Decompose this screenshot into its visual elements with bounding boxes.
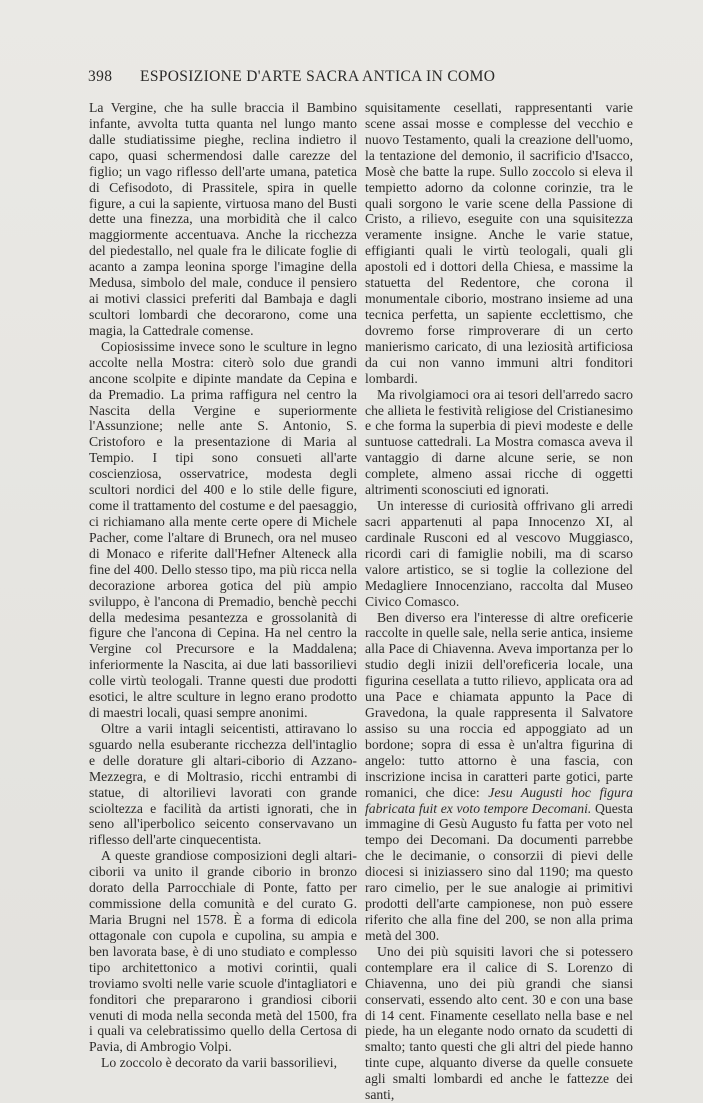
running-title: ESPOSIZIONE D'ARTE SACRA ANTICA IN COMO bbox=[140, 68, 496, 85]
paragraph: Lo zoccolo è decorato da varii bassorilievi, bbox=[101, 1055, 338, 1071]
paragraph: La Vergine, che ha sulle braccia il Bambino infante, avvolta tutta quanta nel lungo manto dalle studiatissime pieghe, reclina indietro il capo, quasi schermendosi dalle carezze del figlio; un vago riflesso dell'arte umana, patetica di Cefisodoto, di Prassitele, spira in quelle figure, a cui la sapiente, virtuosa mano del Busti dette una finezza, una morbidità che il calco maggiormente accentuava. Anche la ricchezza del piedestallo, nel quale fra le dilicate foglie di acanto a zampa leonina sporge l'imagine della Medusa, simbolo del male, conduce il pensiero ai motivi classici preferiti dal Bambaja e dagli scultori lombardi che decorarono, come una magia, la Cattedrale comense. bbox=[89, 100, 357, 338]
paragraph: Oltre a varii intagli seicentisti, attiravano lo sguardo nella esuberante ricchezza dell'intaglio e delle dorature gli altari-ciborio di Azzano-Mezzegra, e di Moltrasio, ricchi entrambi di statue, di altorilievi lavorati con grande scioltezza e facilità da artisti ignorati, che in seno all'iperbolico seicento conservavano un riflesso dell'arte cinquecentista. bbox=[89, 720, 357, 848]
page-header bbox=[88, 68, 538, 88]
paragraph: Uno dei più squisiti lavori che si potessero contemplare era il calice di S. Lorenzo di Chiavenna, uno dei più grandi che siansi conservati, essendo alto cent. 30 e con una base di 14 cent. Finamente cesellato nella base e nel piede, ha un elegante nodo ornato da scudetti di smalto; tanto questi che gli altri del piede hanno tinte cupe, alquanto diverse da quelle consuete agli smalti lombardi ed anche le fattezze dei santi, bbox=[365, 943, 633, 1103]
paragraph: Un interesse di curiosità offrivano gli arredi sacri appartenuti al papa Innocenzo XI, al cardinale Rusconi ed al vescovo Muggiasco, ricordi cari di famiglie nobili, ma di scarso valore artistico, se si toglie la collezione del Medagliere Innocenziano, raccolta dal Museo Civico Comasco. bbox=[365, 498, 633, 609]
paragraph bbox=[365, 610, 633, 944]
left-column bbox=[89, 100, 357, 1071]
page-number: 398 bbox=[88, 68, 113, 85]
paragraph: squisitamente cesellati, rappresentanti varie scene assai mosse e complesse del vecchio e nuovo Testamento, quali la creazione dell'uomo, la tentazione del demonio, il sacrificio d'Isacco, Mosè che batte la rupe. Sullo zoccolo si eleva il tempietto adorno da colonne corinzie, tra le quali sorgono le varie scene della Passione di Cristo, a rilievo, eseguite con una squisitezza veramente insigne. Anche le varie statue, effigianti quali le virtù teologali, quali gli apostoli ed i dottori della Chiesa, e massime la statuetta del Redentore, che corona il monumentale ciborio, mostrano insieme ad una tecnica perfetta, un sapiente ecclettismo, che dovremo forse rimproverare di un certo manierismo caricato, di una leziosità artificiosa da cui non vanno immuni altri fonditori lombardi. bbox=[365, 100, 633, 386]
paragraph: Copiosissime invece sono le sculture in legno accolte nella Mostra: citerò solo due grandi ancone scolpite e dipinte mandate da Cepina e da Premadio. La prima raffigura nel centro la Nascita della Vergine e superiormente l'Assunzione; nelle ante S. Antonio, S. Cristoforo e la presentazione di Maria al Tempio. I tipi sono consueti all'arte coscienziosa, osservatrice, modesta degli scultori nordici del 400 e lo stile delle figure, come il trattamento del costume e del paesaggio, ci richiamano alla mente certe opere di Michele Pacher, come l'altare di Brunech, ora nel museo di Monaco e riferite dall'Hefner Alteneck alla fine del 400. Dello stesso tipo, ma più ricca nella decorazione arborea gotica del più ampio sviluppo, è l'ancona di Premadio, benchè pecchi della medesima pesantezza e grossolanità di figure che l'ancona di Cepina. Ha nel centro la Vergine col Precursore e la Maddalena; inferiormente la Nascita, ai due lati bassorilievi colle virtù teologali. Tranne questi due prodotti esotici, le altre sculture in legno erano prodotto di maestri locali, quasi sempre anonimi. bbox=[89, 338, 357, 721]
paragraph: Ma rivolgiamoci ora ai tesori dell'arredo sacro che allieta le festività religiose del Cristianesimo e che forma la superbia di pievi modeste e delle suntuose cattedrali. La Mostra comasca aveva il vantaggio di darne alcune serie, se non complete, almeno assai ricche di oggetti altrimenti sconosciuti ed ignorati. bbox=[365, 386, 633, 498]
paragraph-text: Ben diverso era l'interesse di altre oreficerie raccolte in quelle sale, nella serie antica, insieme alla Pace di Chiavenna. Aveva importanza per lo studio degli inizii dell'oreficeria locale, una figurina cesellata a tutto rilievo, applicata ora ad una Pace e chiamata appunto la Pace di Gravedona, la quale rappresenta il Salvatore assiso su una roccia ed appoggiato ad un bordone; sopra di essa è un'altra figurina di angelo: tutto attorno è una fascia, con inscrizione incisa in caratteri parte gotici, parte romanici, che dice: bbox=[365, 609, 633, 800]
paragraph: A queste grandiose composizioni degli altari-ciborii va unito il grande ciborio in bronzo dorato della Parrocchiale di Ponte, fatto per commissione della comunità e del curato G. Maria Brugni nel 1578. È a forma di edicola ottagonale con cupola e cupolina, su ampia e ben lavorata base, è di uno studiato e complesso tipo architettonico a motivi corintii, quali troviamo svolti nelle varie scuole d'intagliatori e fonditori che prepararono i grandiosi ciborii venuti di moda nella seconda metà del 1500, fra i quali va celebratissimo quello della Certosa di Pavia, di Ambrogio Volpi. bbox=[89, 848, 357, 1055]
paragraph-text: Questa immagine di Gesù Augusto fu fatta per voto nel tempo dei Decomani. Da documenti parrebbe che le decimanie, o consorzii di pievi delle diocesi si iniziassero sino dal 1190; ma questo raro cimelio, per le sue analogie ai primitivi prodotti dell'arte campionese, non può essere riferito che alla fine del 200, se non alla prima metà del 300. bbox=[365, 800, 633, 943]
latin-inscription-quote: Jesu Augusti hoc figura fabricata fuit ex voto tempore Decomani. bbox=[365, 784, 634, 816]
right-column bbox=[365, 100, 633, 1103]
